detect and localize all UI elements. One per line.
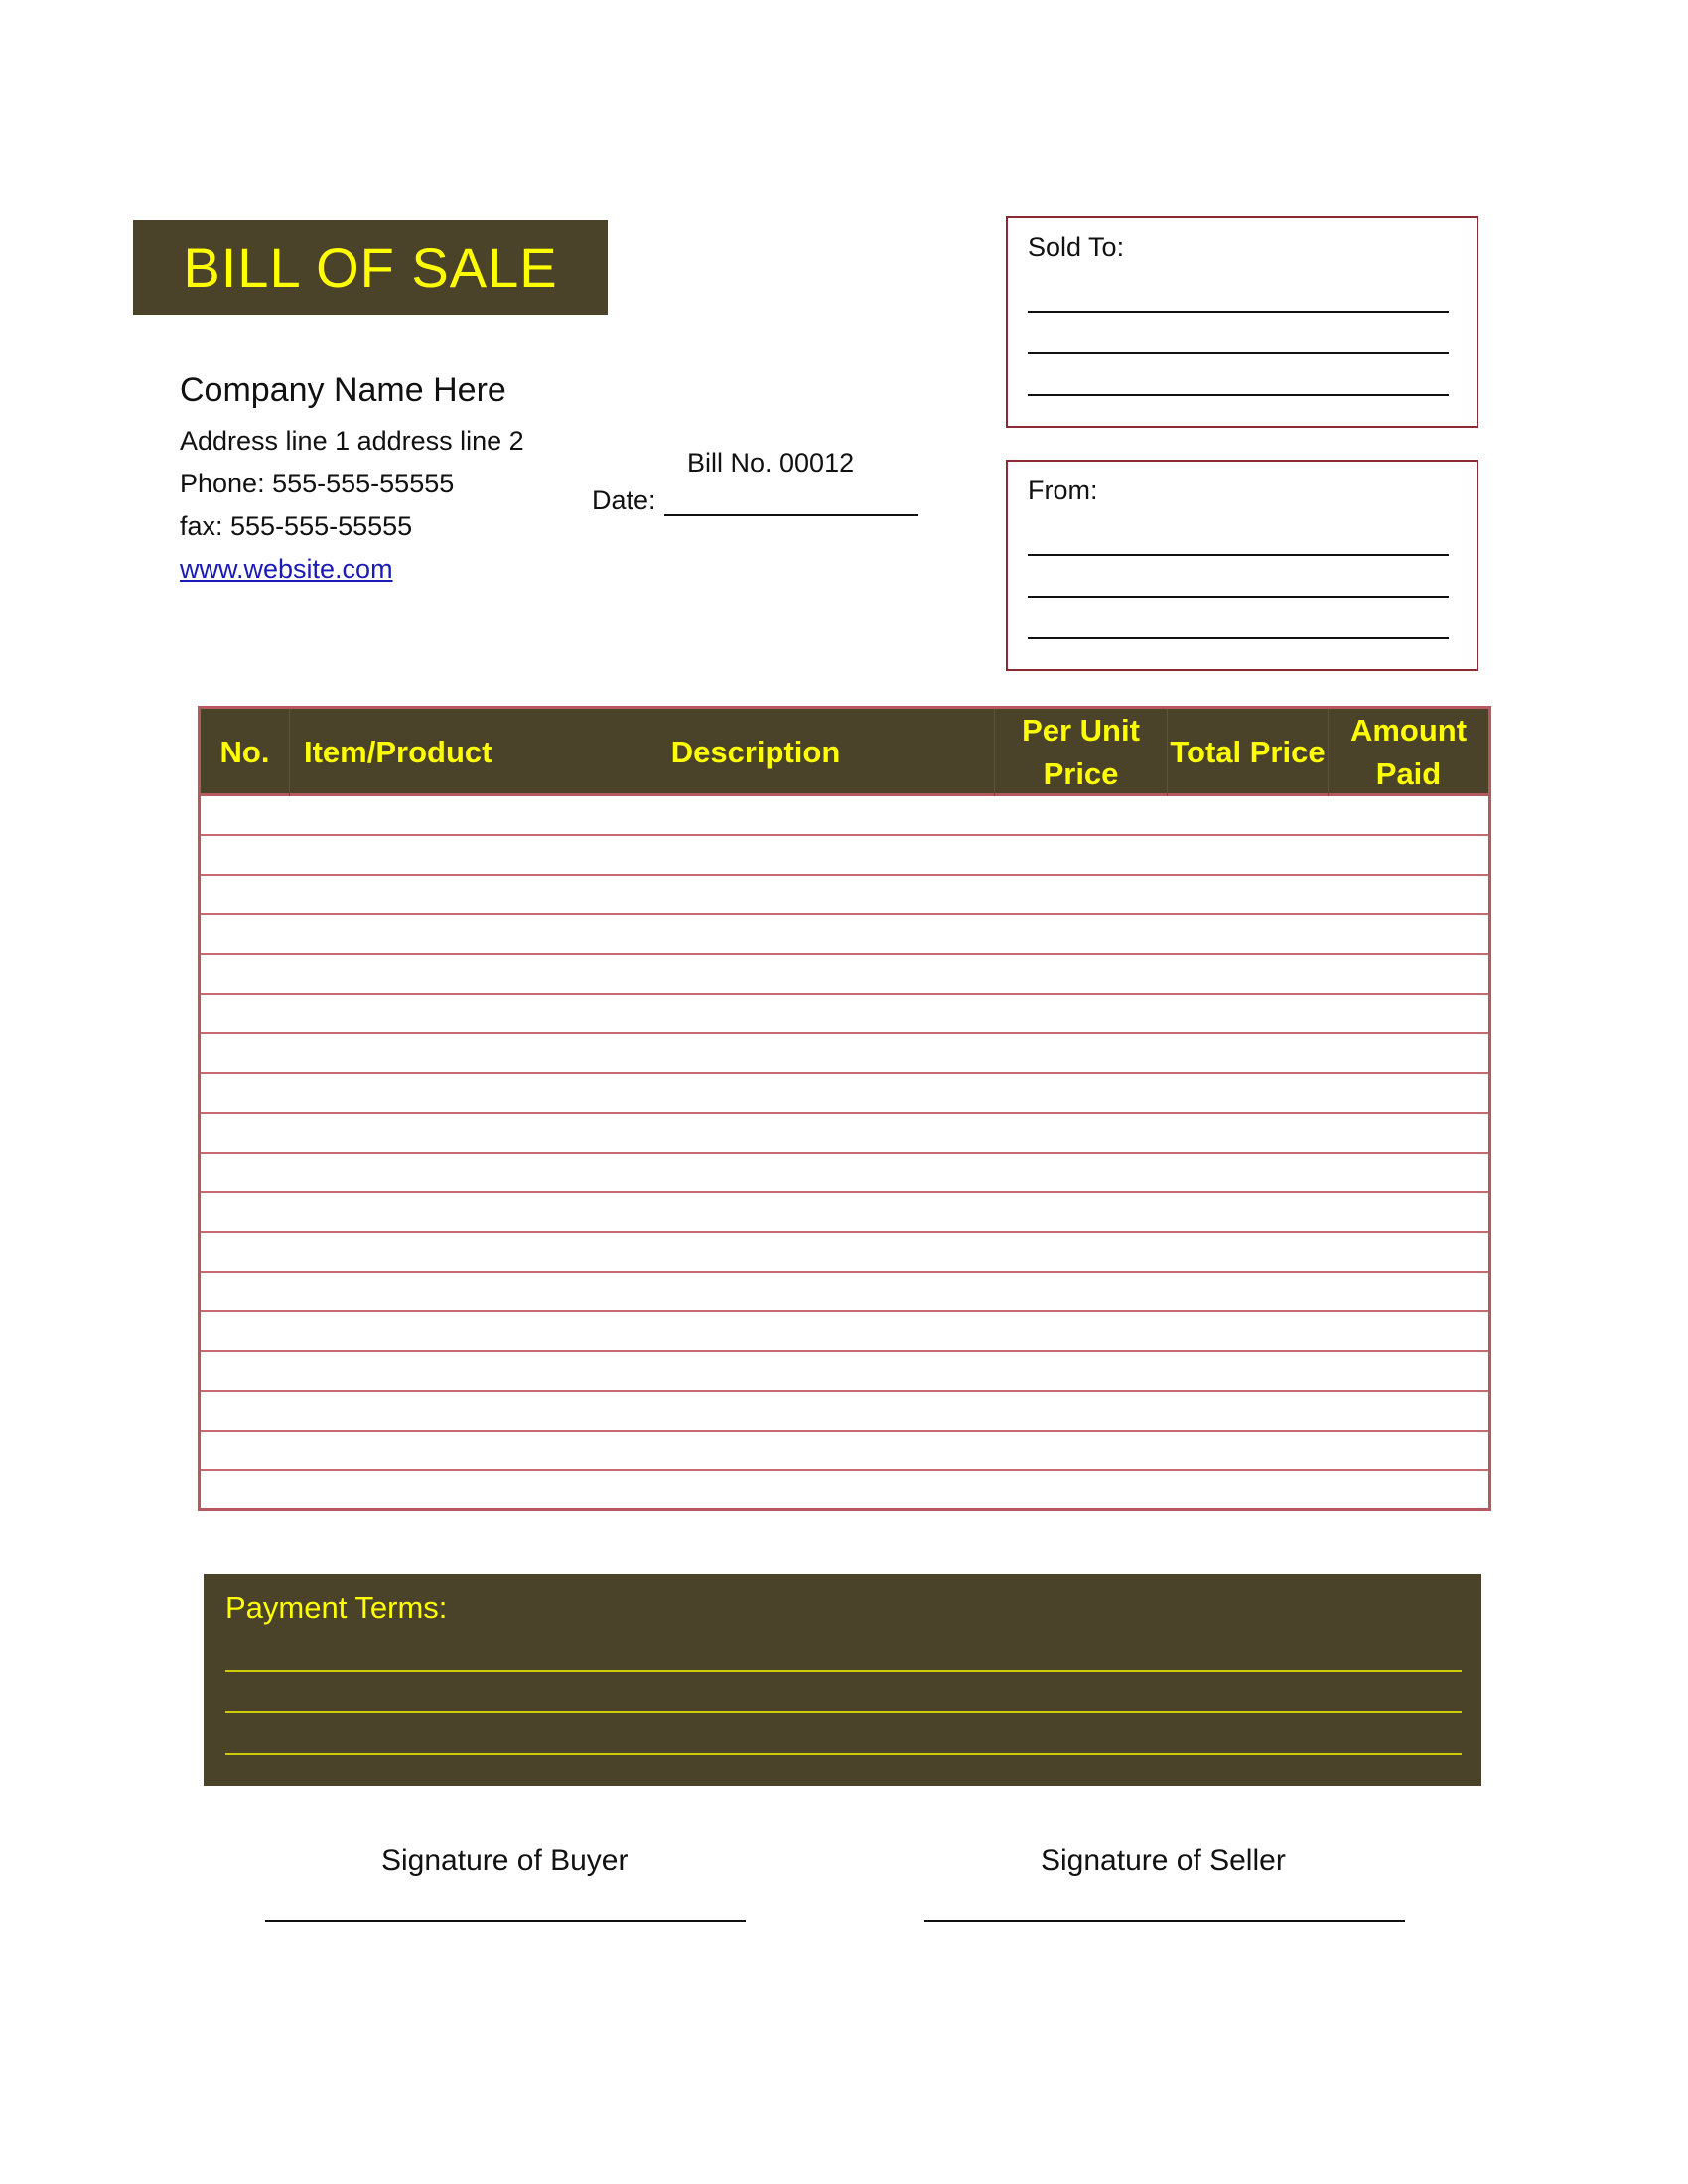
table-body: [201, 796, 1488, 1511]
payment-terms-line[interactable]: [225, 1713, 1462, 1755]
table-row[interactable]: [201, 1273, 1488, 1312]
from-label: From:: [1028, 476, 1098, 505]
payment-terms-line[interactable]: [225, 1672, 1462, 1713]
col-item-product: Item/Product: [289, 709, 517, 796]
company-phone: Phone: 555-555-55555: [180, 469, 455, 498]
table-row[interactable]: [201, 1114, 1488, 1154]
items-table: [198, 706, 1491, 1511]
table-row[interactable]: [201, 796, 1488, 836]
table-header: [201, 709, 1488, 796]
bill-number: Bill No. 00012: [687, 448, 855, 478]
seller-signature-line[interactable]: [924, 1920, 1405, 1922]
payment-terms-box: [204, 1574, 1481, 1786]
company-address: Address line 1 address line 2: [180, 426, 524, 456]
col-per-unit-price: Per Unit Price: [994, 709, 1167, 796]
company-website-link[interactable]: www.website.com: [180, 554, 393, 584]
from-line[interactable]: [1028, 598, 1449, 639]
seller-signature-label: Signature of Seller: [1041, 1844, 1286, 1877]
payment-terms-line[interactable]: [225, 1630, 1462, 1672]
sold-to-line[interactable]: [1028, 354, 1449, 396]
col-no: No.: [219, 735, 270, 769]
sold-to-label: Sold To:: [1028, 232, 1125, 262]
table-row[interactable]: [201, 955, 1488, 995]
buyer-signature-line[interactable]: [265, 1920, 746, 1922]
table-row[interactable]: [201, 836, 1488, 876]
payment-terms-label: Payment Terms:: [225, 1590, 448, 1625]
from-line[interactable]: [1028, 556, 1449, 598]
table-row[interactable]: [201, 1193, 1488, 1233]
sold-to-box: [1006, 216, 1478, 428]
table-row[interactable]: [201, 1471, 1488, 1511]
sold-to-line[interactable]: [1028, 313, 1449, 354]
table-row[interactable]: [201, 915, 1488, 955]
title-text: BILL OF SALE: [183, 236, 558, 299]
table-row[interactable]: [201, 1074, 1488, 1114]
table-row[interactable]: [201, 1352, 1488, 1392]
buyer-signature-label: Signature of Buyer: [381, 1844, 629, 1877]
from-line[interactable]: [1028, 514, 1449, 556]
table-row[interactable]: [201, 1392, 1488, 1432]
company-name: Company Name Here: [180, 371, 506, 409]
sold-to-line[interactable]: [1028, 271, 1449, 313]
table-row[interactable]: [201, 1154, 1488, 1193]
col-description: Description: [670, 735, 841, 769]
company-fax: fax: 555-555-55555: [180, 511, 413, 541]
from-box: [1006, 460, 1478, 671]
date-row: [592, 485, 918, 516]
date-label: Date:: [592, 485, 656, 515]
table-row[interactable]: [201, 995, 1488, 1034]
bill-of-sale-title: [133, 220, 608, 315]
col-amount-paid: Amount Paid: [1328, 709, 1488, 796]
col-total-price: Total Price: [1167, 709, 1328, 796]
date-field-line[interactable]: [664, 490, 918, 516]
table-row[interactable]: [201, 876, 1488, 915]
table-row[interactable]: [201, 1312, 1488, 1352]
table-row[interactable]: [201, 1034, 1488, 1074]
table-row[interactable]: [201, 1233, 1488, 1273]
table-row[interactable]: [201, 1432, 1488, 1471]
